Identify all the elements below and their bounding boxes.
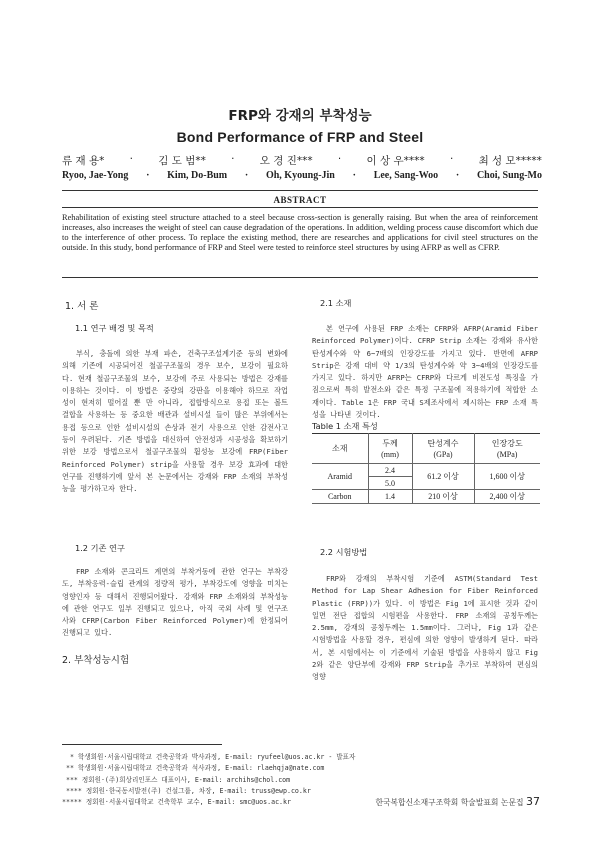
material-properties-table [312,433,540,504]
authors-korean [62,153,542,168]
table-header-material [312,434,368,464]
footnote-item: *** 정회원·(주)희상리인포스 대표이사, E-mail: archihs@chol.com [62,775,291,784]
author-kr-2: 김 도 범** [158,155,206,167]
author-kr-3: 오 경 진*** [259,155,313,167]
author-en-4: Lee, Sang-Woo [373,170,439,181]
footnote-rule [62,744,222,745]
subsection-test-method-heading: 2.2 시험방법 [320,547,368,557]
author-en-1: Ryoo, Jae-Yong [62,170,129,181]
page-footer [375,795,540,808]
table-cell-thickness: 1.4 [368,490,412,504]
section-introduction-heading: 1. 서 론 [65,301,99,312]
author-separator: · [231,153,235,165]
author-kr-4: 이 상 우**** [366,155,425,167]
page-number: 37 [526,795,540,808]
table-cell-modulus: 210 이상 [412,490,474,504]
author-separator: · [146,170,150,181]
table-cell-strength: 1,600 이상 [474,464,540,490]
author-kr-1: 류 재 용* [62,155,105,167]
table-header-strength: 인장강도 (MPa) [474,434,540,464]
footer-journal-name: 한국복합신소재구조학회 학술발표회 논문집 [375,798,524,807]
subsection-background-heading: 1.1 연구 배경 및 목적 [75,323,154,333]
table-cell-strength: 2,400 이상 [474,490,540,504]
section-bond-test-heading: 2. 부착성능시험 [62,655,130,666]
table-header-modulus: 탄성계수 (GPa) [412,434,474,464]
author-separator: · [337,153,342,165]
paragraph-background: 부식, 충돌에 의한 부재 파손, 건축구조설계기준 등의 변화에 의해 기존에 시공되어진 철골구조물의 경우 보수, 보강이 필요하다. 현재 철골구조물의 보수, 보강에 주로 사용되는 방법은 강재를 이용하는 것이다. 이 방법은 중량의 강판을 이용해야 하므로 작업성이 현저히 떨어질 뿐 만 아니라, 접합방식으로 용접 또는 볼트 결합을 사용하는 등 중요한 배관과 설비시설 들이 많은 부위에서는 용접 등으로 인한 설비시설의 손상과 전기 사용으로 인한 감전사고 등이 우려된다. 기존 방법을 대신하여 안전성과 시공성을 확보하기 위한 보강 방법으로서 철골구조물의 휨성능 보강에 FRP(Fiber Reinforced Polymer) strip을 사용할 경우 보강 효과에 대한 연구를 진행하기에 앞서 본 논문에서는 강재와 FRP 소재의 부착성능을 평가하고자 한다. [62,349,288,494]
author-separator: · [129,153,133,165]
footnotes [62,752,356,808]
title-korean: FRP와 강재의 부착성능 [228,108,372,124]
author-separator: · [455,170,460,181]
paragraph-test-method: FRP와 강재의 부착시험 기준에 ASTM(Standard Test Method for Lap Shear Adhesion for Fiber Reinforced Plastic (FRP))가 있다. 이 방법은 Fig 1에 표시한 것과 같이 일면 전단 접합의 시험편을 사용한다. FRP 소재의 공칭두께는 2.5mm, 강재의 공칭두께는 1.5mm이다. 그러나, Fig 1과 같은 시험방법을 사용할 경우, 편심에 의한 영향이 발생하게 된다. 따라서, 본 시험에서는 이 기준에서 기술된 방법을 사용하지 않고 Fig 2와 같은 양단부에 강재와 FRP Strip을 추가로 부착하여 편심의 영향 [312,574,538,682]
table-header-text: 소재 [332,444,348,453]
table-row [312,464,540,477]
abstract-heading-rule [62,207,538,208]
footnote-item: **** 정회원·한국동서발전(주) 건설그룹, 차장, E-mail: truss@ewp.co.kr [62,786,311,795]
authors-english [62,170,542,181]
paragraph-previous-research: FRP 소재와 콘크리트 계면의 부착거동에 관한 연구는 부착강도, 부착응력-슬립 관계의 정량적 평가, 부착강도에 영향을 미치는 영향인자 등 대해서 진행되어왔다. 강재와 FRP 소재와의 부착성능에 관한 연구도 일부 진행되고 있으나, 아직 국외 사례 및 연구조사와 CFRP(Carbon Fiber Reinforced Polymer)에 한정되어 진행되고 있다. [62,567,288,638]
abstract-heading: ABSTRACT [273,195,327,205]
abstract-text: Rehabilitation of existing steel structure attached to a steel because cross-section is generally raising. But when the area of reinforcement increases, also increases the weight of steel can cause degradation of the operations. In addition, welding process cause discomfort which due to the interference of other process. To replace the existing method, there are researches and applications for civil steel structures on the outside. In this study, bond performance of FRP and Steel were tested to reinforce steel structures by using AFRP as well as CFRP. [62,213,538,253]
table-header-row [312,434,540,464]
table-cell-material: Aramid [312,464,368,490]
table-cell-modulus: 61.2 이상 [412,464,474,490]
table-cell-material: Carbon [312,490,368,504]
author-separator: · [244,170,249,181]
author-kr-5: 최 성 모***** [478,155,542,167]
footnote-item: ***** 정회원·서울시립대학교 건축학부 교수, E-mail: smc@uos.ac.kr [62,798,291,807]
author-en-3: Oh, Kyoung-Jin [265,170,335,181]
author-separator: · [352,170,356,181]
table-caption: Table 1 소재 특성 [312,421,378,431]
footnote-item: * 학생회원·서울시립대학교 건축공학과 박사과정, E-mail: ryufeel@uos.ac.kr - 발표자 [62,753,356,761]
subsection-previous-research-heading: 1.2 기존 연구 [75,543,125,553]
abstract-top-rule [62,190,538,191]
table-header-thickness: 두께 (mm) [368,434,412,464]
title-english: Bond Performance of FRP and Steel [176,129,424,145]
footnote-item: ** 학생회원·서울시립대학교 건축공학과 석사과정, E-mail: rlaehqja@nate.com [62,764,325,773]
author-en-5: Choi, Sung-Mo [476,170,542,181]
paragraph-material: 본 연구에 사용된 FRP 소재는 CFRP와 AFRP(Aramid Fiber Reinforced Polymer)이다. CFRP Strip 소재는 강재와 유사한 탄성계수와 약 6~7배의 인장강도를 가지고 있다. 반면에 AFRP Strip은 강재 대비 약 1/3의 탄성계수와 약 3~4배의 인장강도를 가지고 있다. 하지만 AFRP는 CFRP와 다르게 비전도성 특징을 가짐으로써 특히 발전소와 같은 특정 구조물에 적용하기에 적합한 소재이다. Table 1은 FRP 국내 S제조사에서 제시하는 FRP 소재 특성을 나타낸 것이다. [312,324,538,420]
author-separator: · [449,153,454,165]
table-cell-thickness: 2.4 [368,464,412,477]
author-en-2: Kim, Do-Bum [167,170,228,181]
abstract-bottom-rule [62,277,538,278]
subsection-material-heading: 2.1 소재 [320,298,352,308]
table-cell-thickness: 5.0 [368,477,412,490]
table-row [312,490,540,504]
